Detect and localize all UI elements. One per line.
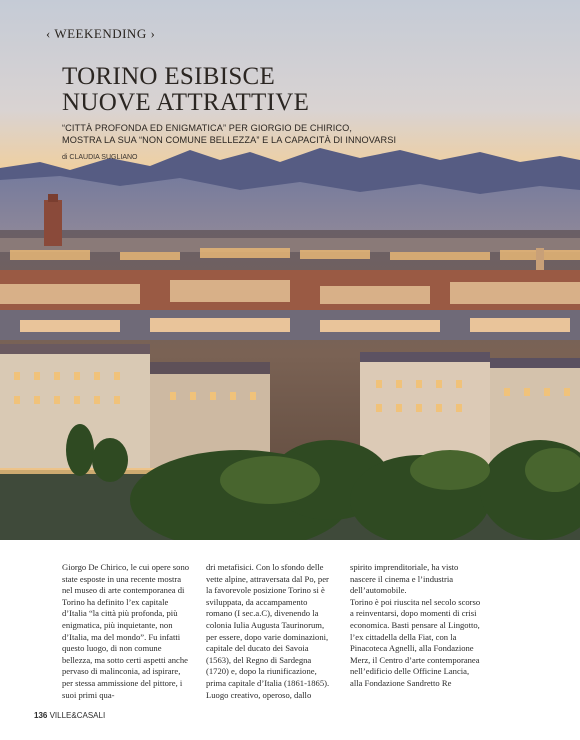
title-line-2: NUOVE ATTRATTIVE [62, 89, 310, 116]
subtitle [62, 122, 442, 146]
magazine-name: VILLE&CASALI [49, 711, 106, 720]
byline-author: CLAUDIA SUGLIANO [69, 154, 138, 161]
byline-prefix: di [62, 154, 68, 161]
body-paragraph: spirito imprenditoriale, ha visto nascere il cinema e l’industria dell’automobile. [350, 562, 459, 596]
page-title [62, 64, 309, 116]
title-line-1: TORINO ESIBISCE [62, 63, 276, 90]
body-column-2 [206, 562, 334, 701]
body-column-3 [350, 562, 482, 690]
body-paragraph: dri metafisici. Con lo sfondo delle vette alpine, attraversata dal Po, per la favorevole posizione Torino si è sviluppata, da accampamento romano (I sec.a.C), divenendo la colonia Iulia Augusta Taurinorum, per essere, dopo varie dominazioni, capitale del ducato dei Savoia (1563), del Regno di Sardegna (1720) e, dopo la riunificazione, prima capitale d’Italia (1861-1865). Luogo creativo, operoso, dallo [206, 562, 330, 700]
byline [62, 154, 137, 161]
subtitle-line-2: MOSTRA LA SUA “NON COMUNE BELLEZZA” E LA CAPACITÀ DI INNOVARSI [62, 135, 397, 145]
body-column-1 [62, 562, 190, 701]
page-number: 136 [34, 711, 48, 720]
body-paragraph: Torino è poi riuscita nel secolo scorso a reinventarsi, dopo momenti di crisi economica. Basti pensare al Lingotto, l’ex cittadella della Fiat, con la Pinacoteca Agnelli, alla Fondazione Merz, il Centro d’arte contemporanea nell’edificio delle Officine Lancia, alla Fondazione Sandretto Re [350, 596, 481, 688]
page-footer [34, 711, 105, 720]
section-tag: ‹ WEEKENDING › [46, 26, 156, 41]
body-paragraph: Giorgo De Chirico, le cui opere sono state esposte in una recente mostra nel museo di arte contemporanea di Torino ha definito l’ex capitale d’Italia “la città più profonda, più enigmatica, più inquietante, non d’Italia, ma del mondo”. Fu infatti questo luogo, di non comune bellezza, ma sotto certi aspetti anche pervaso di malinconia, ad ispirare, per stessa ammissione del pittore, i suoi primi qua- [62, 562, 190, 700]
subtitle-line-1: “CITTÀ PROFONDA ED ENIGMATICA” PER GIORGIO DE CHIRICO, [62, 123, 353, 133]
